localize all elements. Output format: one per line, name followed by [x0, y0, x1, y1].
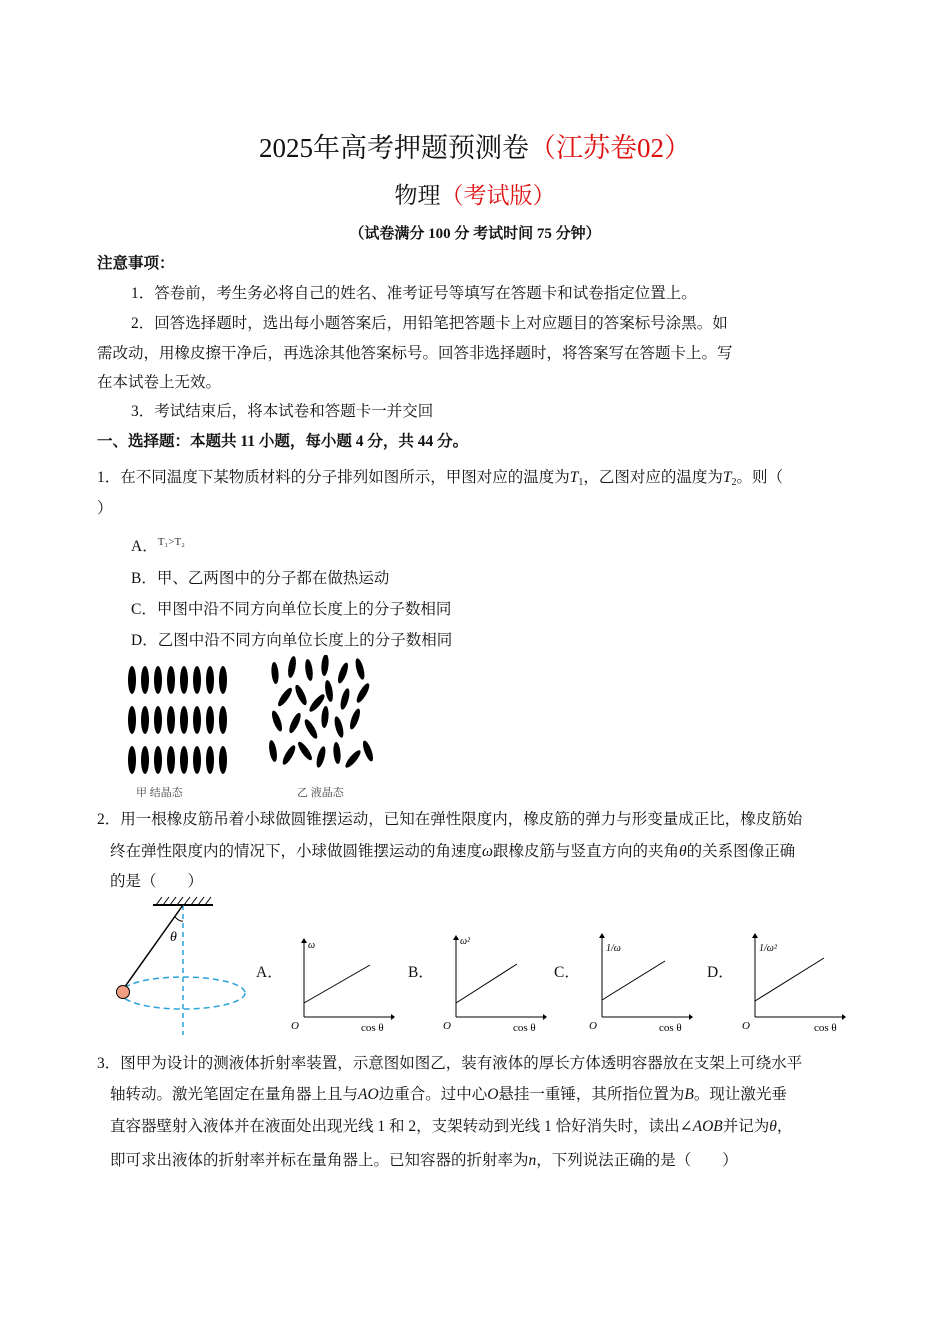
q1-stem-end: ） — [97, 500, 113, 517]
crystal-molecule — [128, 746, 136, 774]
q1-option-a[interactable]: A．$^{T_1>T_2}$ — [131, 536, 186, 555]
q2-graph-b — [437, 930, 547, 1035]
notice-heading: 注意事项： — [97, 255, 175, 272]
svg-text:1/ω: 1/ω — [606, 943, 621, 954]
svg-text:O: O — [589, 1020, 597, 1032]
svg-text:cos θ: cos θ — [513, 1022, 536, 1034]
q3-stem-line-2: 轴转动。激光笔固定在量角器上且与AO边重合。过中心O悬挂一重锤，其所指位置为B。现让激光垂 — [110, 1086, 787, 1103]
section-heading: 一、选择题：本题共 11 小题，每小题 4 分，共 44 分。 — [97, 433, 469, 450]
svg-text:1/ω²: 1/ω² — [759, 943, 777, 954]
liquid-crystal-molecules-figure — [265, 655, 380, 780]
q2-option-a-label[interactable]: A． — [256, 964, 283, 981]
q3-stem-line-4: 即可求出液体的折射率并标在量角器上。已知容器的折射率为n，下列说法正确的是（ ） — [110, 1152, 738, 1169]
q2-option-b-label[interactable]: B． — [408, 964, 434, 981]
crystal-molecule — [206, 706, 214, 734]
q1-stem: 1．在不同温度下某物质材料的分子排列如图所示，甲图对应的温度为$T_1$，乙图对应的温度为$T_2$。则（ — [97, 469, 784, 488]
crystal-molecule — [154, 746, 162, 774]
crystal-molecule — [167, 746, 175, 774]
title-region: （江苏卷02） — [529, 133, 691, 163]
svg-text:O: O — [742, 1020, 750, 1032]
svg-text:cos θ: cos θ — [814, 1022, 837, 1034]
crystal-molecule — [193, 706, 201, 734]
q2-graph-a — [285, 935, 395, 1035]
subject-name: 物理 — [394, 183, 441, 208]
crystal-molecule — [167, 706, 175, 734]
svg-text:cos θ: cos θ — [659, 1022, 682, 1034]
notice-item-2-line-2: 需改动，用橡皮擦干净后，再选涂其他答案标号。回答非选择题时，将答案写在答题卡上。写 — [97, 345, 733, 362]
crystal-molecule — [141, 666, 149, 694]
notice-item-2-line-1: 2．回答选择题时，选出每小题答案后，用铅笔把答题卡上对应题目的答案标号涂黑。如 — [131, 315, 728, 332]
svg-text:ω²: ω² — [460, 936, 471, 947]
page-title — [0, 126, 950, 165]
q2-stem-line-1: 2．用一根橡皮筋吊着小球做圆锥摆运动，已知在弹性限度内，橡皮筋的弹力与形变量成正比，橡皮筋始 — [97, 811, 803, 828]
q1-option-b[interactable]: B．甲、乙两图中的分子都在做热运动 — [131, 570, 390, 587]
crystal-molecule — [154, 706, 162, 734]
theta-label: θ — [170, 930, 177, 945]
svg-text:O: O — [443, 1020, 451, 1032]
crystal-molecule — [206, 666, 214, 694]
subject-title — [0, 177, 950, 210]
crystal-molecules-figure — [122, 660, 232, 780]
q2-graph-c — [583, 930, 695, 1035]
caption-crystalline: 甲 结晶态 — [136, 787, 183, 799]
version-label: （考试版） — [440, 183, 556, 208]
q1-option-c[interactable]: C．甲图中沿不同方向单位长度上的分子数相同 — [131, 601, 452, 618]
crystal-molecule — [180, 666, 188, 694]
svg-text:ω: ω — [308, 940, 316, 951]
q2-graph-d — [736, 930, 848, 1035]
crystal-molecule — [193, 666, 201, 694]
q2-stem-line-3: 的是（ ） — [110, 873, 204, 890]
svg-text:O: O — [291, 1020, 299, 1032]
q1-option-d[interactable]: D．乙图中沿不同方向单位长度上的分子数相同 — [131, 632, 453, 649]
crystal-molecule — [128, 666, 136, 694]
crystal-molecule — [219, 666, 227, 694]
q3-stem-line-3: 直容器壁射入液体并在液面处出现光线 1 和 2，支架转动到光线 1 恰好消失时，读出∠AOB并记为θ， — [110, 1118, 793, 1135]
crystal-molecule — [141, 706, 149, 734]
conical-pendulum-figure — [108, 895, 253, 1040]
crystal-molecule — [219, 706, 227, 734]
crystal-molecule — [180, 706, 188, 734]
caption-liquid-crystal: 乙 液晶态 — [297, 787, 344, 799]
notice-item-1: 1．答卷前，考生务必将自己的姓名、准考证号等填写在答题卡和试卷指定位置上。 — [131, 285, 697, 302]
q2-stem-line-2: 终在弹性限度内的情况下，小球做圆锥摆运动的角速度ω跟橡皮筋与竖直方向的夹角θ的关系图像正确 — [110, 843, 796, 860]
crystal-molecule — [167, 666, 175, 694]
crystal-molecule — [128, 706, 136, 734]
title-main: 2025年高考押题预测卷 — [259, 133, 529, 163]
notice-item-2-line-3: 在本试卷上无效。 — [97, 374, 222, 391]
crystal-molecule — [154, 666, 162, 694]
q3-stem-line-1: 3．图甲为设计的测液体折射率装置，示意图如图乙，装有液体的厚长方体透明容器放在支架上可绕水平 — [97, 1055, 803, 1072]
crystal-molecule — [141, 746, 149, 774]
notice-item-3: 3．考试结束后，将本试卷和答题卡一并交回 — [131, 403, 434, 420]
exam-meta: （试卷满分 100 分 考试时间 75 分钟） — [349, 226, 601, 242]
q2-option-d-label[interactable]: D． — [707, 964, 734, 981]
crystal-molecule — [206, 746, 214, 774]
svg-text:cos θ: cos θ — [361, 1022, 384, 1034]
crystal-molecule — [180, 746, 188, 774]
q2-option-c-label[interactable]: C． — [554, 964, 580, 981]
crystal-molecule — [193, 746, 201, 774]
crystal-molecule — [219, 746, 227, 774]
